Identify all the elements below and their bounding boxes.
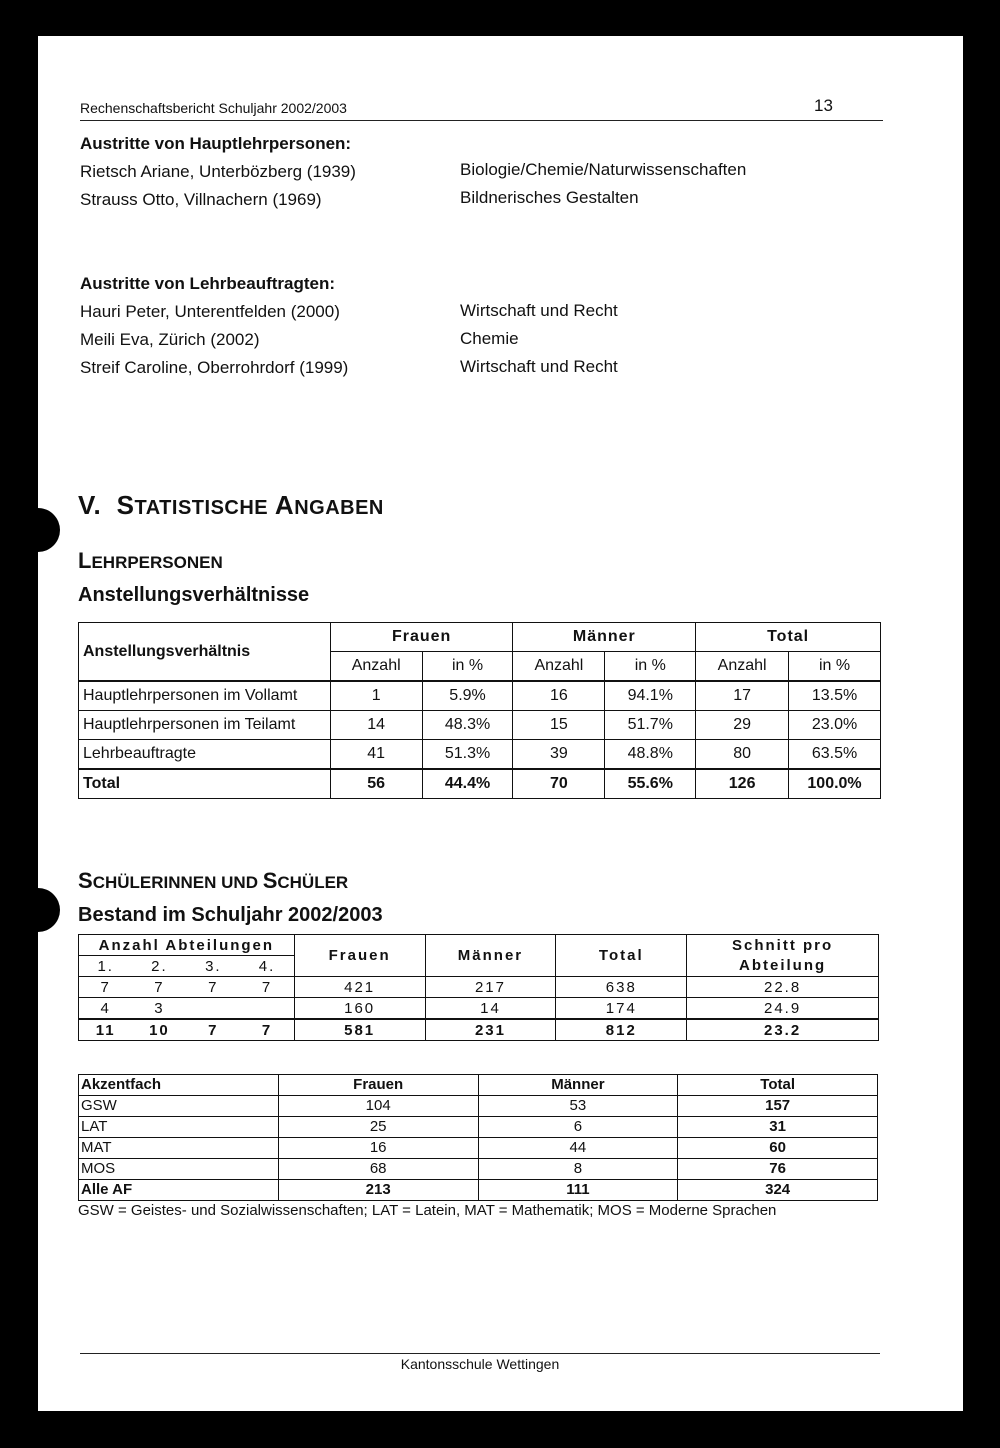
header-line: Schnitt pro [732,936,834,954]
table-cell: 14 [330,711,422,740]
table-cell: 60 [678,1138,878,1159]
table-cell: 63.5% [789,740,881,770]
smallcaps-rest: CHÜLERINNEN UND [92,873,263,892]
table-cell: 1 [330,681,422,711]
table-cell: 94.1% [605,681,696,711]
table-cell: 41 [330,740,422,770]
page-number: 13 [814,96,833,115]
table-cell: 421 [294,977,425,998]
footer-rule [80,1353,880,1354]
table-cell: 56 [330,769,422,799]
table-cell: 22.8 [687,977,879,998]
table-cell: 217 [425,977,556,998]
table-row-total [79,769,881,799]
heading-anstellungsverhaeltnisse: Anstellungsverhältnisse [78,584,310,606]
table-bestand [78,934,879,1041]
table-cell: 25 [278,1117,478,1138]
table-header-total: Total [678,1075,878,1096]
table-cell-label: Hauptlehrpersonen im Vollamt [79,681,331,711]
list-item: Strauss Otto, Villnachern (1969) [80,190,322,209]
table-cell: 3 [132,998,186,1020]
table-header-maenner: Männer [478,1075,678,1096]
table-cell: 104 [278,1096,478,1117]
table-header-frauen: Frauen [278,1075,478,1096]
table-row [79,1117,878,1138]
footnote: GSW = Geistes- und Sozialwissenschaften; LAT = Latein, MAT = Mathematik; MOS = Moderne Sprachen [78,1202,777,1219]
table-cell: 324 [678,1180,878,1201]
heading-lehrpersonen [78,548,223,574]
list-item: Streif Caroline, Oberrohrdorf (1999) [80,358,349,377]
table-cell: 14 [425,998,556,1020]
table-anstellungsverhaeltnisse [78,622,881,799]
table-row [79,711,881,740]
table-cell: 24.9 [687,998,879,1020]
table-cell: 55.6% [605,769,696,799]
table-cell: 68 [278,1159,478,1180]
table-cell-label: GSW [79,1096,279,1117]
table-cell [186,998,240,1020]
table-cell-label: Alle AF [79,1180,279,1201]
table-cell: 5.9% [422,681,513,711]
table-cell: 23.2 [687,1019,879,1041]
table-cell: 8 [478,1159,678,1180]
table-cell: 7 [186,1019,240,1041]
table-row [79,977,879,998]
table-cell: 13.5% [789,681,881,711]
table-header-frauen: Frauen [294,935,425,977]
table-cell: 51.7% [605,711,696,740]
list-item: Rietsch Ariane, Unterbözberg (1939) [80,162,356,181]
smallcaps-initial: A [274,490,295,520]
table-cell: 7 [240,977,294,998]
table-cell: 23.0% [789,711,881,740]
heading-schuelerinnen-und-schueler [78,868,348,894]
table-subheader: Anzahl [330,652,422,682]
table-subheader: 1. [79,956,133,977]
table-cell: 29 [696,711,789,740]
smallcaps-initial: S [78,868,93,893]
table-row [79,1096,878,1117]
table-cell: 126 [696,769,789,799]
table-header-total: Total [556,935,687,977]
table-cell-label: MAT [79,1138,279,1159]
table-cell: 4 [79,998,133,1020]
list-item: Meili Eva, Zürich (2002) [80,330,260,349]
smallcaps-initial: S [262,868,278,893]
table-cell: 16 [513,681,605,711]
section-number: V. [78,490,102,520]
table-row [79,681,881,711]
table-akzentfach [78,1074,878,1201]
heading-bestand-schuljahr: Bestand im Schuljahr 2002/2003 [78,904,383,926]
list-item: Wirtschaft und Recht [460,357,618,376]
table-cell: 7 [132,977,186,998]
table-cell: 7 [240,1019,294,1041]
table-cell: 10 [132,1019,186,1041]
smallcaps-rest: CHÜLER [277,873,349,892]
table-header-maenner: Männer [425,935,556,977]
table-cell-label: LAT [79,1117,279,1138]
table-cell-label: Hauptlehrpersonen im Teilamt [79,711,331,740]
table-subheader: in % [789,652,881,682]
list-item: Chemie [460,329,519,348]
list-item: Biologie/Chemie/Naturwissenschaften [460,160,747,179]
smallcaps-initial: L [78,548,92,573]
table-cell: 213 [278,1180,478,1201]
table-header-anzahl-abteilungen: Anzahl Abteilungen [79,935,295,956]
table-cell: 48.3% [422,711,513,740]
smallcaps-rest: TATISTISCHE [134,497,269,519]
table-cell-label: MOS [79,1159,279,1180]
table-row [79,1159,878,1180]
table-cell: 70 [513,769,605,799]
table-cell: 581 [294,1019,425,1041]
heading-austritte-hauptlehrpersonen: Austritte von Hauptlehrpersonen: [80,134,352,153]
section-title [78,490,384,521]
table-cell: 812 [556,1019,687,1041]
list-item: Wirtschaft und Recht [460,301,618,320]
table-cell: 7 [186,977,240,998]
table-cell: 39 [513,740,605,770]
table-row-total [79,1019,879,1041]
table-cell: 100.0% [789,769,881,799]
table-cell: 15 [513,711,605,740]
table-row [79,998,879,1020]
smallcaps-rest: NGABEN [294,497,384,519]
table-subheader: in % [605,652,696,682]
smallcaps-rest: EHRPERSONEN [91,553,223,572]
table-cell: 31 [678,1117,878,1138]
table-cell: 80 [696,740,789,770]
table-cell: 160 [294,998,425,1020]
table-header-frauen: Frauen [330,623,513,652]
table-cell: 111 [478,1180,678,1201]
list-austritte-lehrbeauftragte-subjects [460,297,618,381]
table-cell [240,998,294,1020]
section-title-smallcaps [117,490,384,520]
table-cell: 44.4% [422,769,513,799]
table-cell: 157 [678,1096,878,1117]
list-austritte-hauptlehr-subjects [460,156,746,212]
table-row [79,1138,878,1159]
table-subheader: 2. [132,956,186,977]
heading-austritte-lehrbeauftragte: Austritte von Lehrbeauftragten: [80,274,336,293]
table-header-maenner: Männer [513,623,696,652]
table-subheader: in % [422,652,513,682]
list-item: Bildnerisches Gestalten [460,188,639,207]
table-cell: 51.3% [422,740,513,770]
table-cell: 17 [696,681,789,711]
table-cell: 231 [425,1019,556,1041]
table-cell-label: Lehrbeauftragte [79,740,331,770]
table-cell: 76 [678,1159,878,1180]
list-item: Hauri Peter, Unterentfelden (2000) [80,302,340,321]
table-cell: 48.8% [605,740,696,770]
header-line: Abteilung [739,956,827,974]
table-cell: 16 [278,1138,478,1159]
table-cell: 6 [478,1117,678,1138]
table-header-akzentfach: Akzentfach [79,1075,279,1096]
footer-text: Kantonsschule Wettingen [400,1356,560,1372]
table-header-anstellungsverhaeltnis: Anstellungsverhältnis [79,623,331,682]
table-header-schnitt-pro-abteilung [687,935,879,977]
table-cell: 7 [79,977,133,998]
table-subheader: Anzahl [696,652,789,682]
table-cell: 53 [478,1096,678,1117]
table-cell: 44 [478,1138,678,1159]
table-cell: 638 [556,977,687,998]
list-austritte-hauptlehr-names [80,158,356,214]
table-header-total: Total [696,623,881,652]
table-row [79,740,881,770]
table-cell-label: Total [79,769,331,799]
header-title: Rechenschaftsbericht Schuljahr 2002/2003 [80,100,347,116]
smallcaps-initial: S [116,490,135,520]
header-rule [80,120,883,121]
list-austritte-lehrbeauftragte-names [80,298,348,382]
table-cell: 174 [556,998,687,1020]
table-subheader: 4. [240,956,294,977]
table-subheader: 3. [186,956,240,977]
table-cell: 11 [79,1019,133,1041]
table-row-total [79,1180,878,1201]
table-subheader: Anzahl [513,652,605,682]
